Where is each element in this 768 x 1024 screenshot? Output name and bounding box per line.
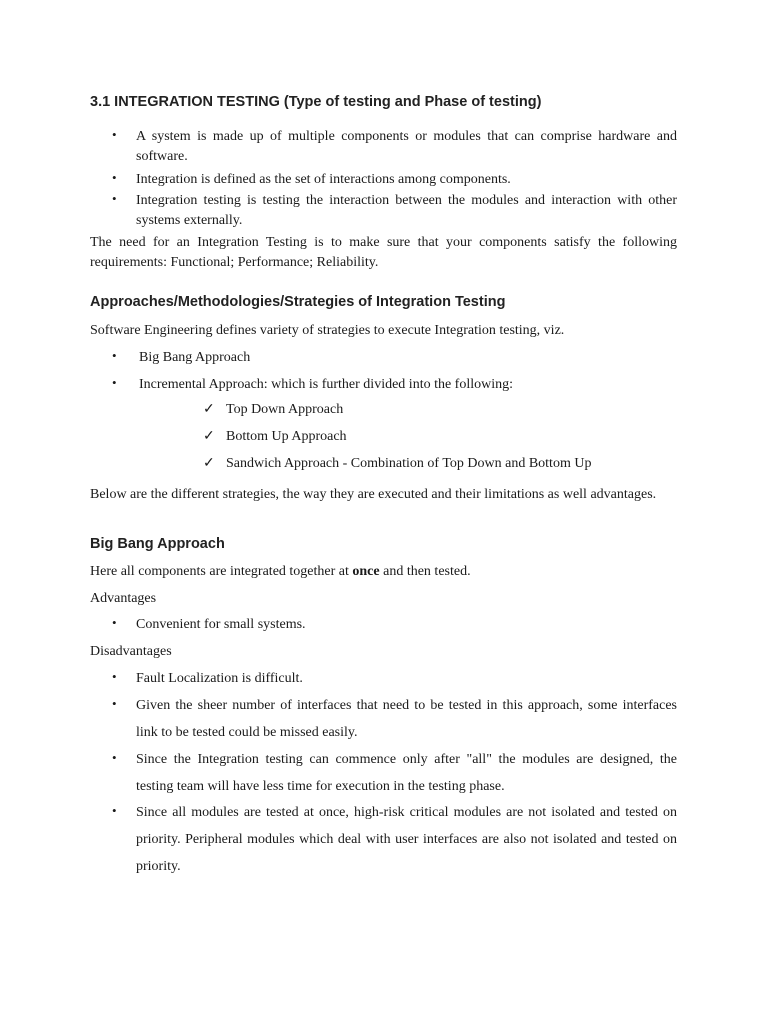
approach-bullet-text: Incremental Approach: which is further divided into the following: [139, 377, 514, 392]
bullet-icon: • [112, 170, 117, 185]
approaches-heading: Approaches/Methodologies/Strategies of Integration Testing [90, 294, 506, 310]
incremental-item [203, 401, 343, 418]
bullet-icon: • [112, 696, 117, 711]
bullet-icon: • [112, 669, 117, 684]
bigbang-heading: Big Bang Approach [90, 536, 225, 552]
disadvantage-bullet-text: Since the Integration testing can commence only after "all" the modules are designed, the testing team will have less time for execution in the testing phase. [136, 752, 677, 794]
bigbang-intro-bold: once [352, 564, 380, 579]
section-title: 3.1 INTEGRATION TESTING (Type of testing and Phase of testing) [90, 94, 542, 110]
bullet-icon: • [112, 375, 117, 390]
bullet-icon: • [112, 750, 117, 765]
advantage-bullet-text: Convenient for small systems. [136, 617, 306, 632]
checkmark-icon: ✓ [203, 429, 215, 444]
bigbang-intro [90, 562, 677, 582]
disadvantage-bullet-text: Given the sheer number of interfaces that need to be tested in this approach, some interfaces link to be tested could be missed easily. [136, 698, 677, 740]
bullet-icon: • [112, 348, 117, 363]
need-paragraph: The need for an Integration Testing is to make sure that your components satisfy the following requirements: Functional; Performance; Reliability. [90, 235, 677, 270]
checkmark-icon: ✓ [203, 456, 215, 471]
bullet-icon: • [112, 615, 117, 630]
disadvantages-label: Disadvantages [90, 644, 172, 659]
advantages-label: Advantages [90, 591, 157, 606]
intro-bullet-text: Integration testing is testing the interaction between the modules and interaction with other systems externally. [136, 193, 677, 228]
disadvantage-bullet-text: Since all modules are tested at once, high-risk critical modules are not isolated and tested on priority. Peripheral modules which deal with user interfaces are also not isolated and tested on priority. [136, 805, 677, 874]
incremental-item-text: Top Down Approach [226, 402, 344, 417]
incremental-item-text: Sandwich Approach - Combination of Top Down and Bottom Up [226, 456, 592, 471]
approach-bullet-text: Big Bang Approach [139, 350, 251, 365]
incremental-item [203, 428, 347, 445]
checkmark-icon: ✓ [203, 402, 215, 417]
disadvantage-bullet-text: Fault Localization is difficult. [136, 671, 303, 686]
bullet-icon: • [112, 191, 117, 206]
bigbang-intro-text: Here all components are integrated together at [90, 564, 353, 579]
intro-bullet-text: Integration is defined as the set of interactions among components. [136, 172, 511, 187]
approaches-intro: Software Engineering defines variety of strategies to execute Integration testing, viz. [90, 323, 565, 338]
bullet-icon: • [112, 127, 117, 142]
bullet-icon: • [112, 803, 117, 818]
bigbang-intro-text-end: and then tested. [379, 564, 471, 579]
intro-bullet-text: A system is made up of multiple components or modules that can comprise hardware and software. [136, 129, 677, 164]
incremental-item-text: Bottom Up Approach [226, 429, 347, 444]
strategies-paragraph: Below are the different strategies, the way they are executed and their limitations as well advantages. [90, 487, 657, 502]
incremental-item [203, 455, 591, 472]
